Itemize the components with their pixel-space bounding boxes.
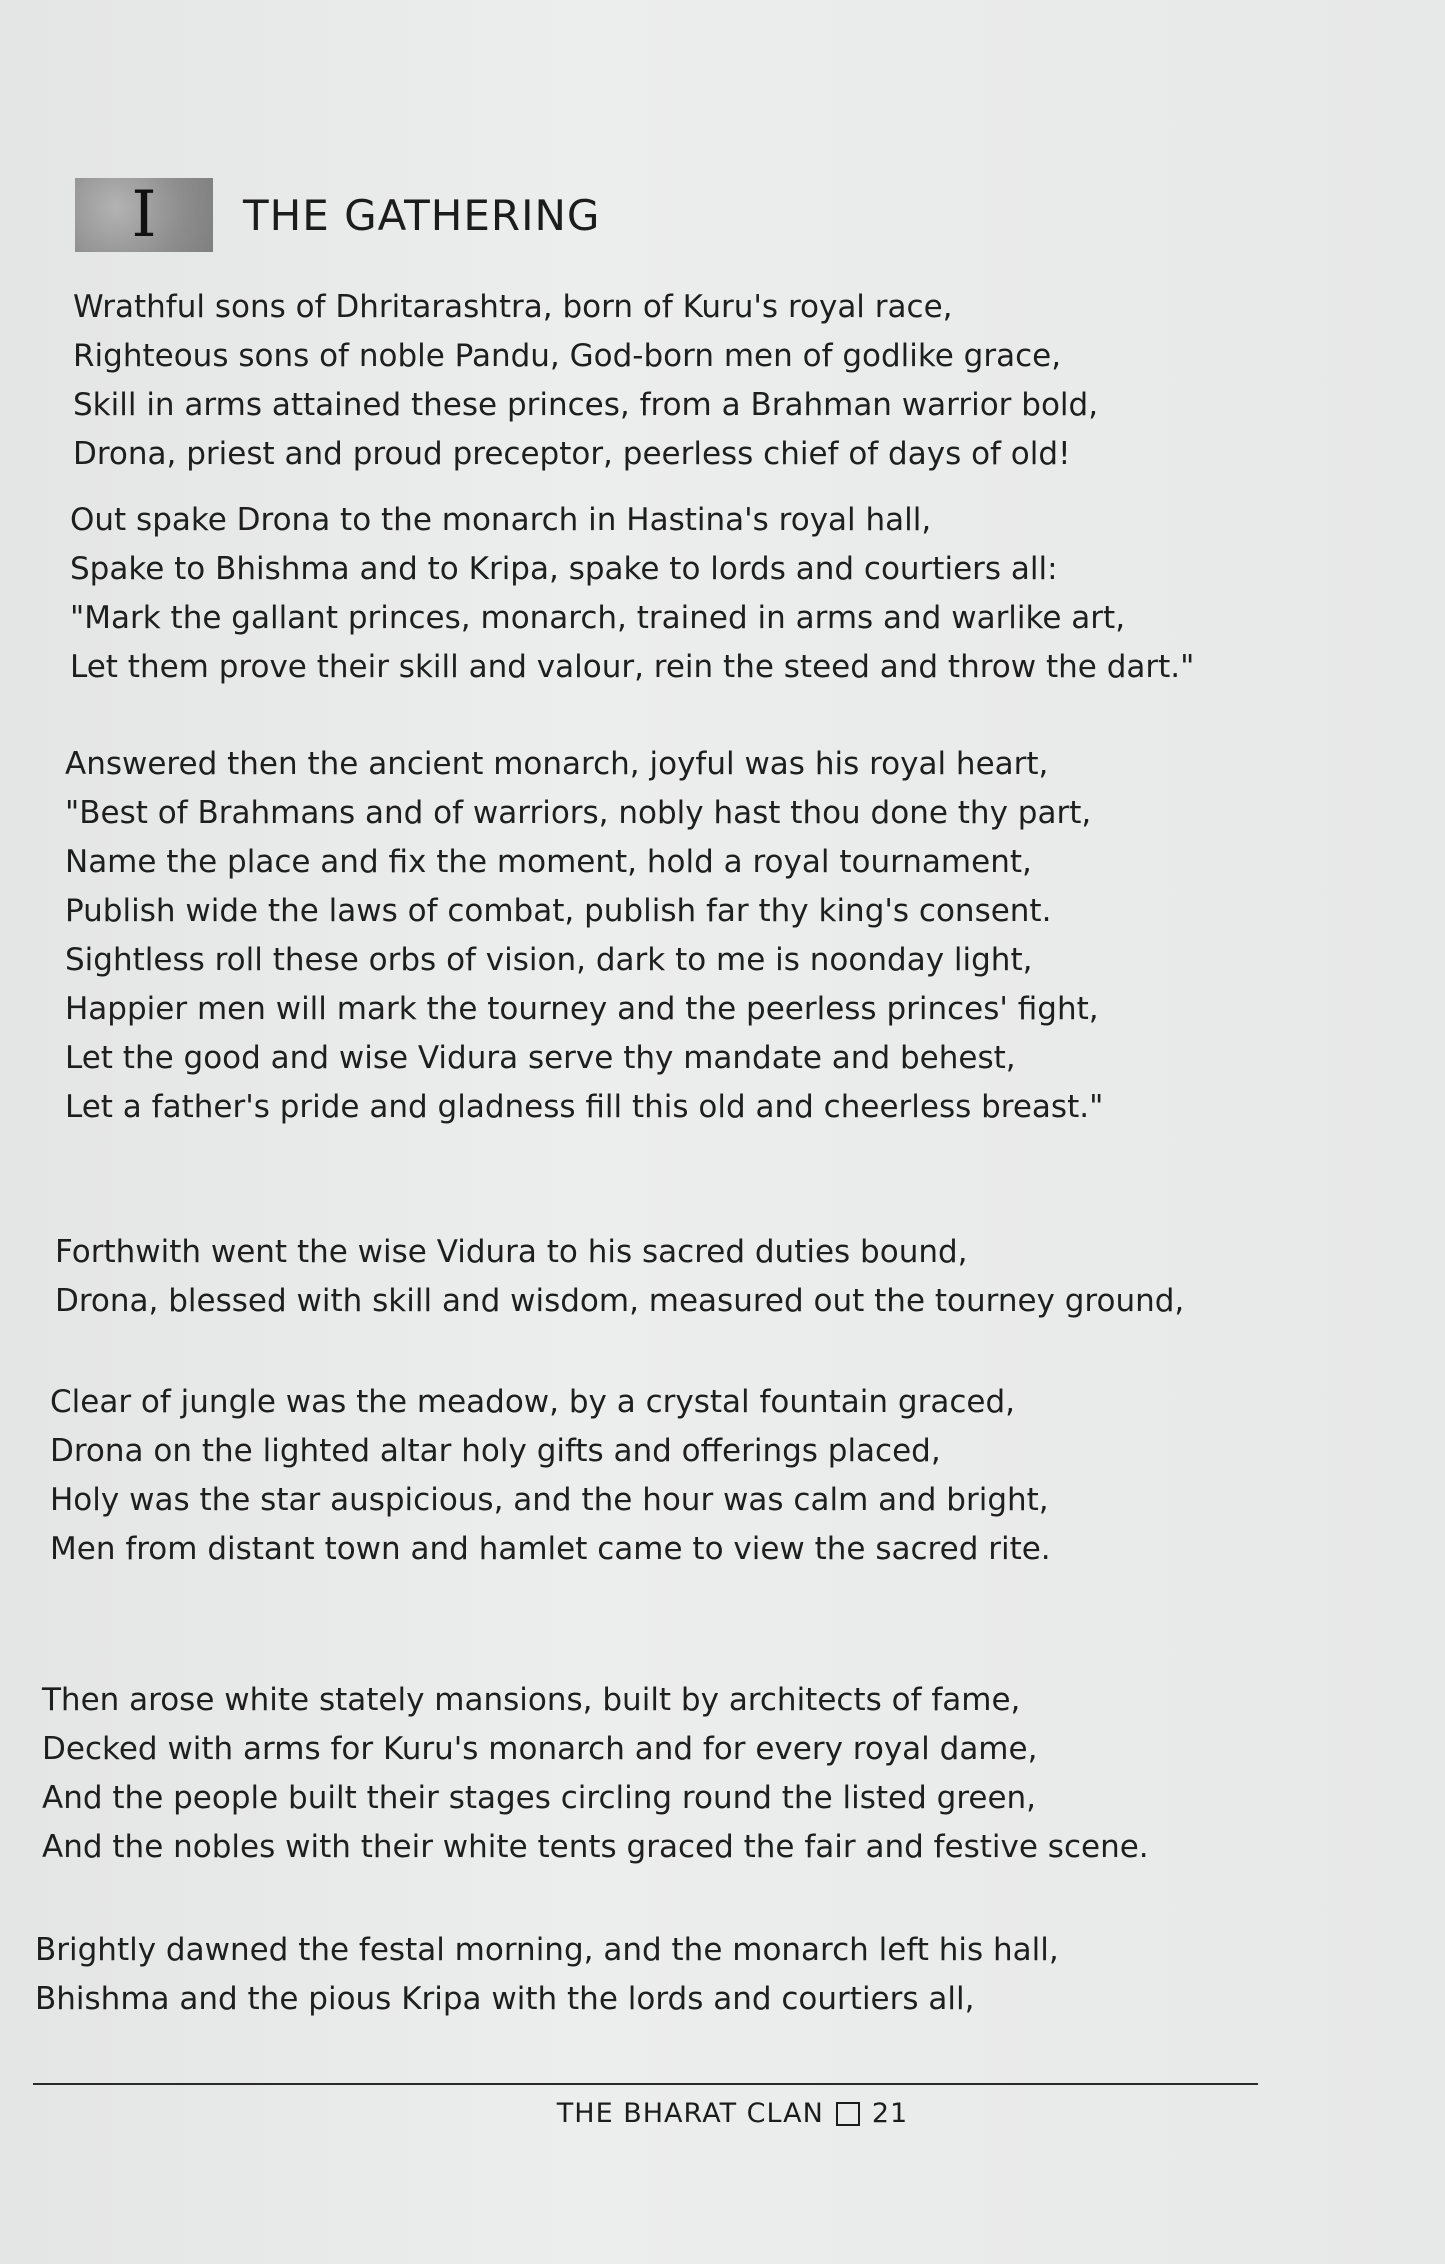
poem-line: Let the good and wise Vidura serve thy mandate and behest,	[65, 1040, 1016, 1076]
footer-divider	[33, 2083, 1258, 2085]
poem-line: Drona, priest and proud preceptor, peerless chief of days of old!	[73, 436, 1071, 472]
poem-line: Happier men will mark the tourney and the peerless princes' fight,	[65, 991, 1099, 1027]
stanza	[73, 283, 1098, 479]
page-footer	[0, 2098, 1445, 2129]
chapter-title: THE GATHERING	[243, 190, 601, 240]
poem-line: Decked with arms for Kuru's monarch and for every royal dame,	[42, 1731, 1038, 1767]
poem-line: Let a father's pride and gladness fill this old and cheerless breast."	[65, 1089, 1104, 1125]
stanza	[42, 1676, 1149, 1872]
poem-line: Out spake Drona to the monarch in Hastina's royal hall,	[70, 502, 932, 538]
poem-line: "Mark the gallant princes, monarch, trained in arms and warlike art,	[70, 600, 1126, 636]
poem-line: And the people built their stages circling round the listed green,	[42, 1780, 1037, 1816]
poem-line: Righteous sons of noble Pandu, God-born men of godlike grace,	[73, 338, 1062, 374]
stanza	[70, 496, 1194, 692]
poem-line: Answered then the ancient monarch, joyful was his royal heart,	[65, 746, 1049, 782]
poem-line: Name the place and fix the moment, hold a royal tournament,	[65, 844, 1032, 880]
chapter-number: I	[131, 178, 157, 252]
poem-line: Let them prove their skill and valour, rein the steed and throw the dart."	[70, 649, 1195, 685]
poem-line: Sightless roll these orbs of vision, dark to me is noonday light,	[65, 942, 1033, 978]
stanza	[65, 740, 1103, 1132]
poem-line: Holy was the star auspicious, and the hour was calm and bright,	[50, 1482, 1049, 1518]
poem-line: Men from distant town and hamlet came to view the sacred rite.	[50, 1531, 1051, 1567]
stanza	[55, 1228, 1184, 1326]
page-number: 21	[871, 2098, 909, 2129]
stanza	[35, 1926, 1059, 2024]
poem-line: Drona, blessed with skill and wisdom, measured out the tourney ground,	[55, 1283, 1185, 1319]
poem-line: Brightly dawned the festal morning, and the monarch left his hall,	[35, 1932, 1059, 1968]
footer-book-title: THE BHARAT CLAN	[556, 2098, 824, 2129]
poem-line: And the nobles with their white tents graced the fair and festive scene.	[42, 1829, 1149, 1865]
poem-line: Forthwith went the wise Vidura to his sacred duties bound,	[55, 1234, 968, 1270]
poem-line: Publish wide the laws of combat, publish far thy king's consent.	[65, 893, 1052, 929]
stanza	[50, 1378, 1051, 1574]
square-icon	[836, 2102, 860, 2126]
poem-line: "Best of Brahmans and of warriors, nobly hast thou done thy part,	[65, 795, 1092, 831]
poem-line: Clear of jungle was the meadow, by a crystal fountain graced,	[50, 1384, 1015, 1420]
chapter-number-box	[75, 178, 213, 252]
poem-line: Drona on the lighted altar holy gifts and offerings placed,	[50, 1433, 941, 1469]
poem-line: Spake to Bhishma and to Kripa, spake to lords and courtiers all:	[70, 551, 1058, 587]
poem-line: Skill in arms attained these princes, from a Brahman warrior bold,	[73, 387, 1099, 423]
poem-line: Wrathful sons of Dhritarashtra, born of Kuru's royal race,	[73, 289, 953, 325]
chapter-heading	[75, 178, 600, 252]
poem-line: Bhishma and the pious Kripa with the lords and courtiers all,	[35, 1981, 975, 2017]
poem-line: Then arose white stately mansions, built by architects of fame,	[42, 1682, 1021, 1718]
